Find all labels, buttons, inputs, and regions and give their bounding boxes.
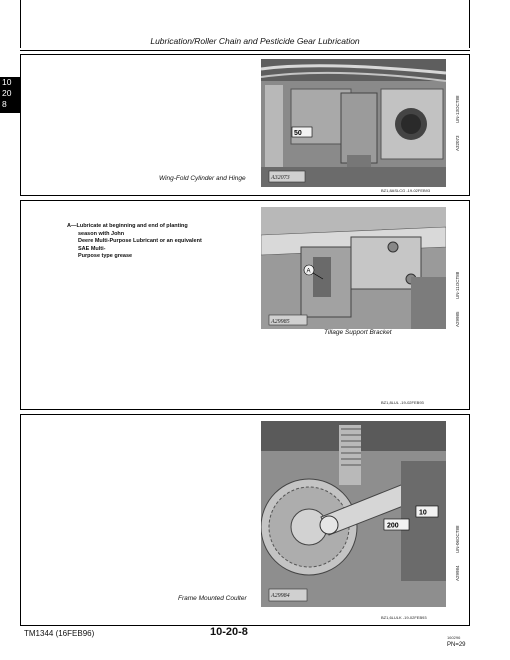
vertical-label-1 bbox=[455, 95, 460, 151]
vertical-id-2: A29985 bbox=[455, 311, 460, 327]
instruction-line: A—Lubricate at beginning and end of planting bbox=[67, 223, 188, 229]
section-frame-coulter bbox=[20, 414, 470, 626]
reference-code-3: BZ1,6LULK -19-02FEB93 bbox=[381, 615, 427, 620]
caption-wing-fold: Wing-Fold Cylinder and Hinge bbox=[159, 175, 246, 182]
instruction-line: Deere Multi-Purpose Lubricant or an equivalent bbox=[78, 238, 202, 244]
photo-id-2: A29985 bbox=[271, 319, 290, 325]
vertical-code-2: UN-11OCT88 bbox=[455, 271, 460, 299]
page-header-title: Lubrication/Roller Chain and Pesticide Gear Lubrication bbox=[150, 36, 360, 46]
vertical-label-2 bbox=[455, 272, 460, 327]
photo-tillage-support-bracket bbox=[261, 207, 446, 329]
caption-tillage-support: Tillage Support Bracket bbox=[324, 329, 392, 336]
vertical-code-1: UN-13OCT88 bbox=[455, 95, 460, 123]
section-tab bbox=[0, 77, 20, 113]
instruction-line: SAE Multi- bbox=[78, 245, 106, 252]
section-wing-fold bbox=[20, 54, 470, 196]
lubrication-instruction bbox=[67, 223, 247, 261]
footer-code: 160296 bbox=[447, 635, 461, 640]
section-tab-l2: 20 bbox=[2, 88, 12, 98]
photo-id-3: A29984 bbox=[271, 593, 290, 599]
grease-interval-icon-1: 10 bbox=[419, 509, 427, 517]
reference-code-2: BZ1,8LUL -19-02FEB93 bbox=[381, 400, 424, 405]
grease-interval-icon-2: 200 bbox=[387, 522, 399, 530]
page-number: 10-20-8 bbox=[210, 626, 248, 638]
instruction-line: Purpose type grease bbox=[78, 253, 133, 259]
section-tab-l3: 8 bbox=[2, 99, 7, 109]
reference-code-1: BZ1,8ASLCG -19-02FEB93 bbox=[381, 188, 431, 193]
photo-wing-fold-cylinder bbox=[261, 59, 446, 187]
grease-interval-icon: 50 bbox=[294, 130, 302, 137]
pn-number: PN=29 bbox=[447, 642, 466, 648]
vertical-code-3: UN-06OCT88 bbox=[455, 525, 460, 553]
section-tillage-support bbox=[20, 200, 470, 410]
header-rule bbox=[20, 50, 470, 51]
vertical-id-1: A32073 bbox=[455, 135, 460, 151]
photo-id-1: A32073 bbox=[271, 175, 290, 181]
section-tab-l1: 10 bbox=[2, 77, 12, 87]
instruction-line: season with John bbox=[78, 230, 125, 237]
photo-frame-mounted-coulter bbox=[261, 421, 446, 607]
manual-id: TM1344 (16FEB96) bbox=[24, 629, 95, 638]
vertical-label-3 bbox=[455, 525, 460, 581]
callout-a: A bbox=[306, 268, 311, 275]
vertical-id-3: A29984 bbox=[455, 565, 460, 581]
caption-frame-coulter: Frame Mounted Coulter bbox=[178, 595, 247, 602]
